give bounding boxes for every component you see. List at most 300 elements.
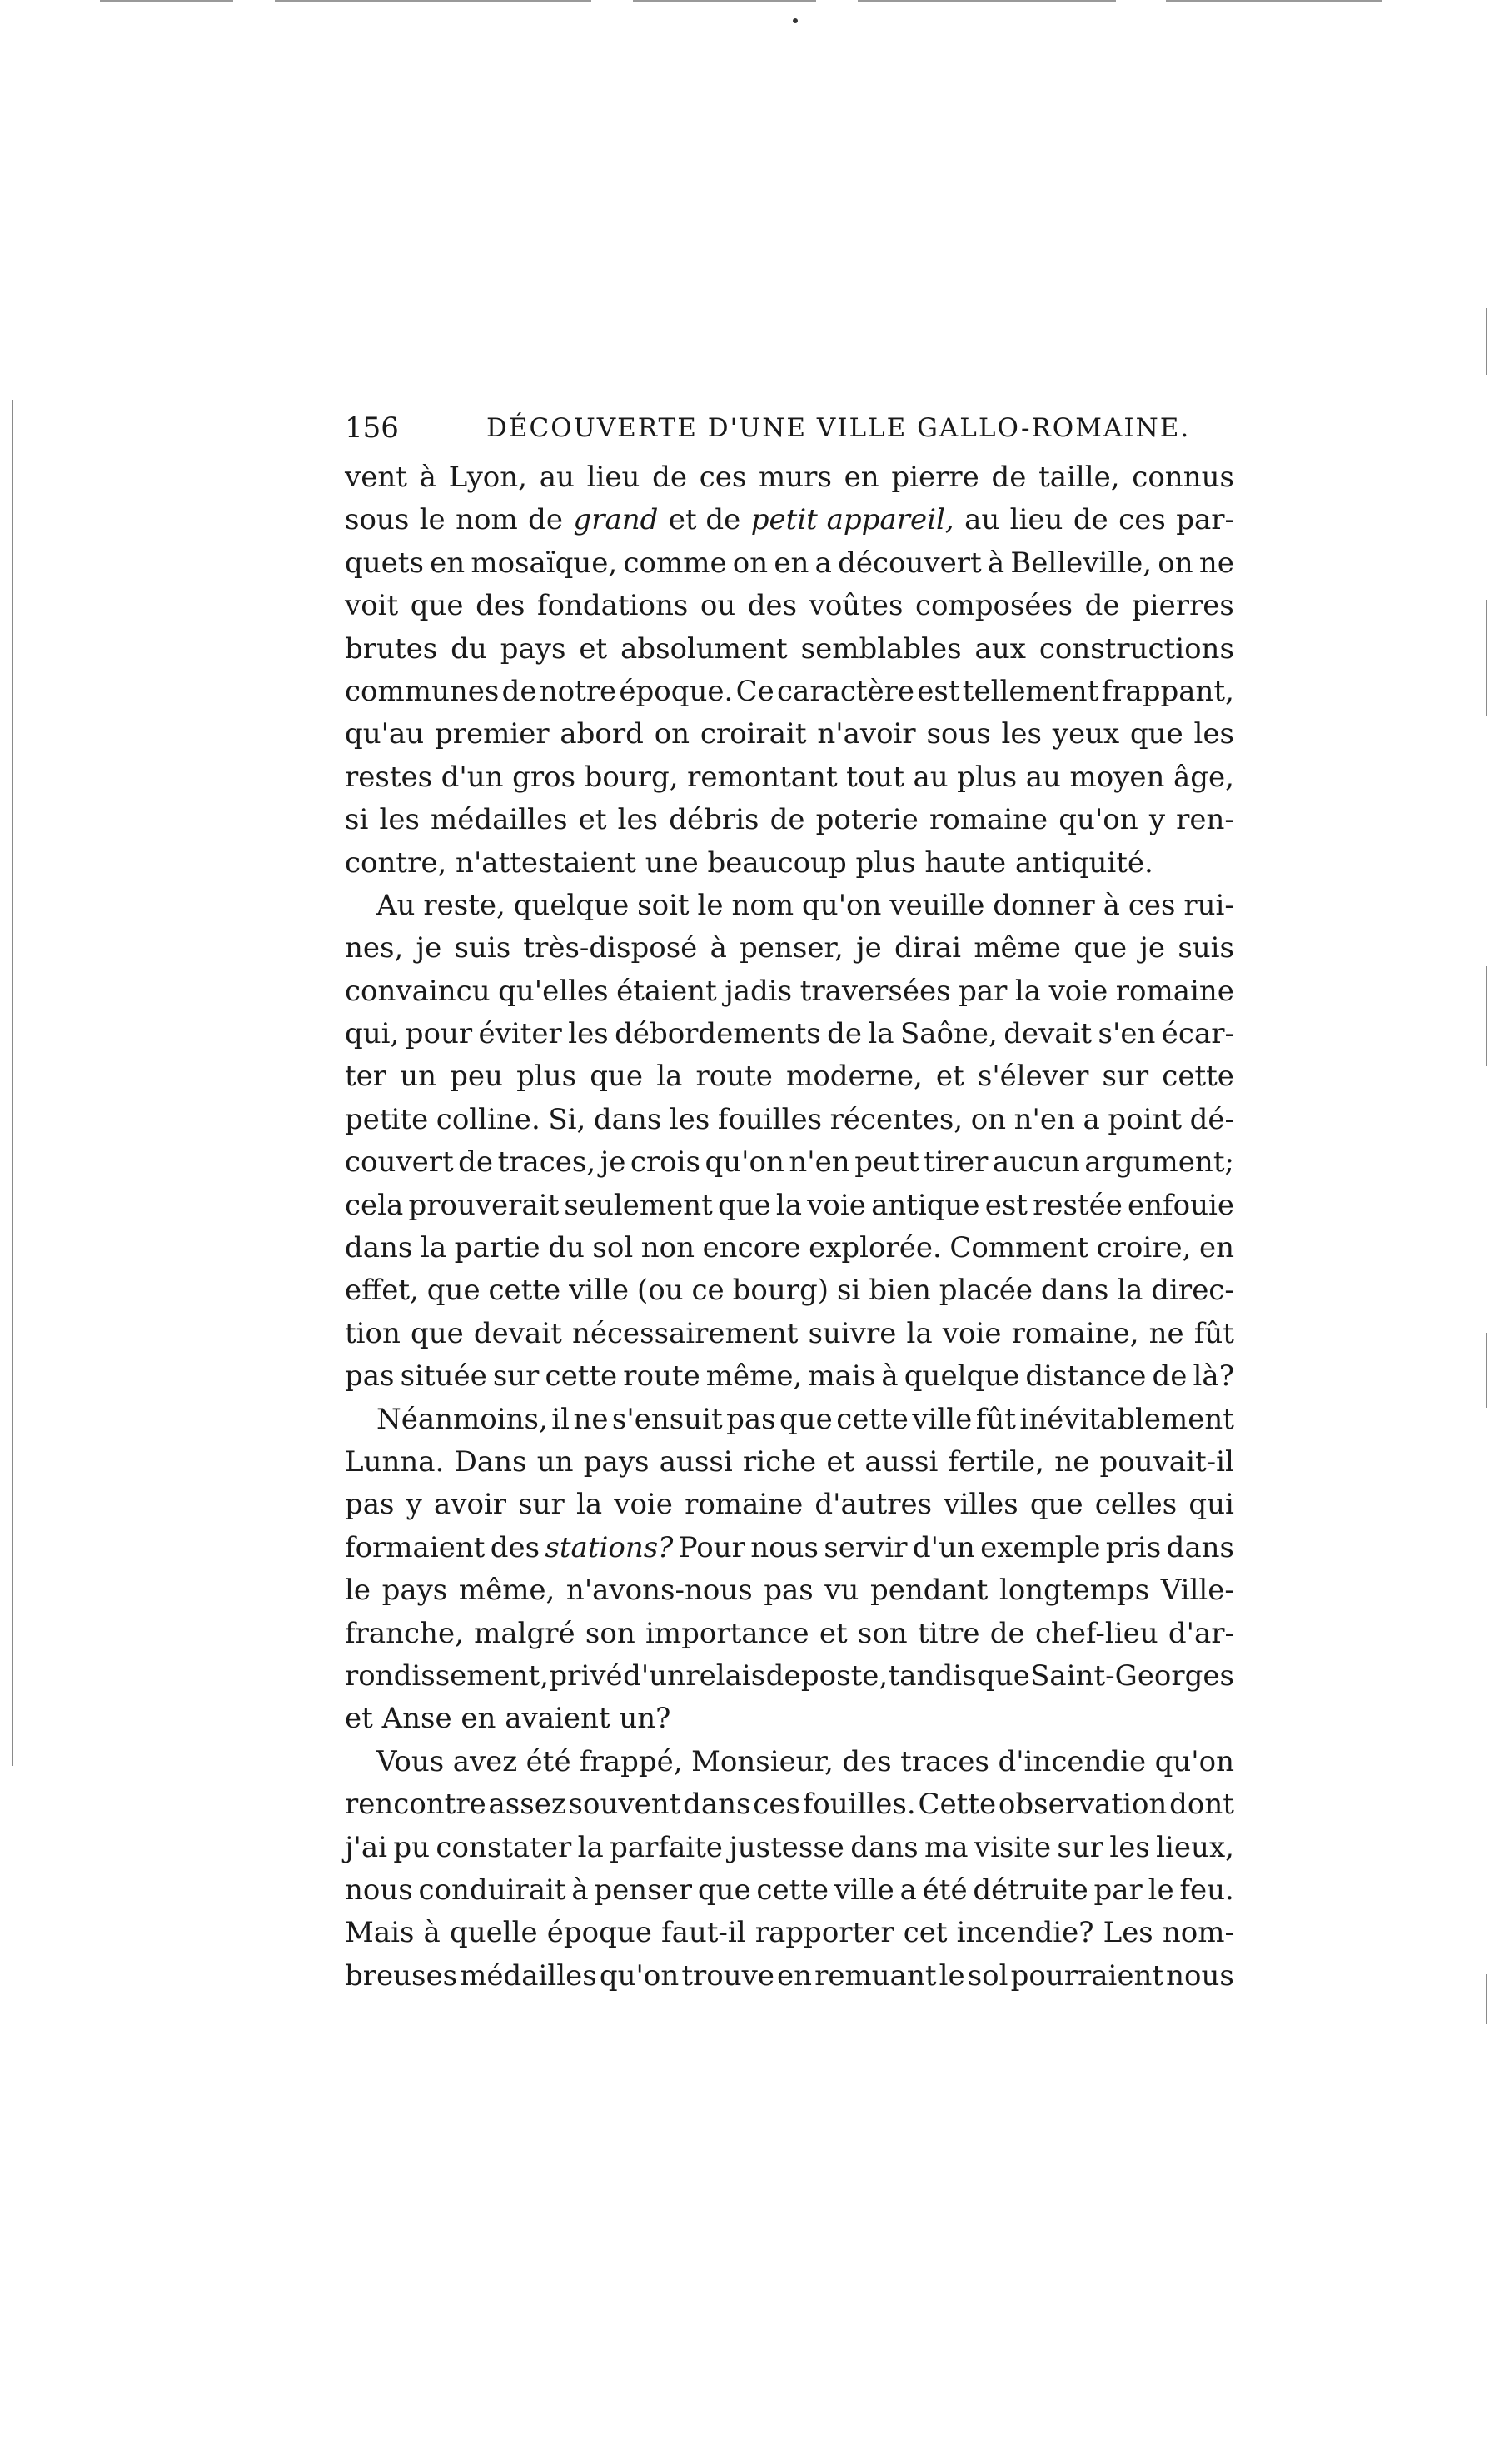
- word: ne: [1054, 1444, 1090, 1479]
- word: des: [842, 1744, 892, 1778]
- word: sol: [967, 1958, 1008, 1993]
- word: quelle: [449, 1916, 538, 1950]
- word: contre, n'attestaient une beaucoup plus haute antiquité.: [345, 845, 1153, 880]
- word: en: [844, 461, 879, 494]
- word: en: [774, 546, 809, 580]
- word: croire,: [1096, 1231, 1192, 1265]
- word: qu'on: [705, 1145, 784, 1180]
- word: ou: [700, 589, 736, 623]
- word: a: [814, 546, 832, 580]
- word: que: [590, 1060, 644, 1094]
- word: yeux: [1052, 717, 1120, 751]
- text-line: [345, 885, 1234, 927]
- word: nous: [1166, 1958, 1234, 1993]
- word: ne: [1148, 1316, 1184, 1350]
- word: moderne,: [786, 1060, 923, 1094]
- word: franche,: [345, 1616, 464, 1650]
- word: gros: [512, 760, 576, 794]
- word: argument;: [1084, 1145, 1234, 1180]
- text-line: [345, 799, 1234, 841]
- word: incendie?: [956, 1916, 1094, 1950]
- word: qu'au: [345, 717, 425, 751]
- word: et Anse en avaient un?: [345, 1702, 671, 1736]
- word: pas: [764, 1574, 814, 1608]
- word: ville: [569, 1274, 630, 1308]
- word: s'ensuit: [611, 1402, 723, 1436]
- word: époque.: [619, 674, 734, 708]
- running-title: DÉCOUVERTE D'UNE VILLE GALLO-ROMAINE.: [486, 413, 1191, 443]
- word: qu'on: [1154, 1744, 1234, 1778]
- word: ce: [691, 1274, 725, 1308]
- text-line: [345, 1269, 1234, 1312]
- word: de: [1152, 1359, 1188, 1394]
- word: inévitablement: [1019, 1402, 1234, 1436]
- word: brutes: [345, 631, 438, 666]
- word: devait: [1003, 1017, 1093, 1051]
- word: de: [528, 503, 564, 537]
- word: conduirait: [418, 1873, 566, 1907]
- word: absolument: [620, 631, 788, 666]
- word: pour: [405, 1017, 473, 1051]
- word: restes: [345, 760, 433, 794]
- word: traces: [900, 1744, 989, 1778]
- text-line: [345, 1355, 1234, 1398]
- word: penser: [594, 1873, 693, 1907]
- word: que: [410, 589, 464, 623]
- word: d'autres: [814, 1488, 933, 1522]
- word: ces: [1118, 503, 1166, 537]
- word: suis: [1178, 931, 1234, 965]
- word: traces,: [497, 1145, 596, 1180]
- word: par-: [1176, 503, 1234, 537]
- word: dans: [683, 1788, 751, 1822]
- word: la: [577, 1830, 604, 1864]
- text-line: [345, 927, 1234, 970]
- word: j'ai: [345, 1830, 388, 1864]
- word: prouverait: [408, 1188, 560, 1222]
- word: si: [836, 1274, 861, 1308]
- word: le: [345, 1574, 371, 1608]
- word: pays: [500, 631, 566, 666]
- word: la: [575, 1488, 603, 1522]
- word: d'un: [912, 1530, 975, 1564]
- scan-edge-left: [12, 400, 13, 1766]
- word: sur: [1057, 1830, 1104, 1864]
- word: explorée.: [809, 1231, 942, 1265]
- word: qui: [1188, 1488, 1234, 1522]
- word: route: [695, 1060, 773, 1094]
- word: il: [551, 1402, 570, 1436]
- word: plus: [957, 760, 1018, 794]
- word: jadis: [725, 974, 793, 1008]
- word: le: [697, 888, 724, 922]
- word: encore: [702, 1231, 801, 1265]
- word: trouve: [681, 1958, 774, 1993]
- word: titre: [917, 1616, 980, 1650]
- word: je: [600, 1145, 626, 1180]
- word: du: [451, 631, 487, 666]
- word: nom-: [1162, 1916, 1234, 1950]
- word: visite: [974, 1830, 1052, 1864]
- word: à: [419, 461, 436, 494]
- word: abord: [560, 717, 644, 751]
- word: n'avons-nous: [565, 1574, 753, 1608]
- word: pourraient: [1010, 1958, 1164, 1993]
- word: les: [379, 803, 420, 837]
- text-line: [345, 1869, 1234, 1912]
- word: parfaite: [610, 1830, 723, 1864]
- word: qui,: [345, 1017, 400, 1051]
- word: nes,: [345, 931, 404, 965]
- word: sur: [492, 1359, 540, 1394]
- word: cette: [836, 1402, 909, 1436]
- text-line: [345, 1055, 1234, 1098]
- word: antique: [871, 1188, 980, 1222]
- word: mosaïque,: [471, 546, 618, 580]
- word: remontant: [687, 760, 838, 794]
- word: été: [525, 1744, 571, 1778]
- word: avoir: [433, 1488, 507, 1522]
- text-line: [345, 585, 1234, 627]
- word: n'avoir: [817, 717, 916, 751]
- word: y: [406, 1488, 422, 1522]
- word: Ce: [735, 674, 774, 708]
- word: la: [775, 1188, 803, 1222]
- word: faut-il: [660, 1916, 746, 1950]
- word: étaient: [616, 974, 717, 1008]
- text-line: [345, 456, 1234, 499]
- word: caractère: [777, 674, 915, 708]
- word: cette: [545, 1359, 618, 1394]
- word: les: [1001, 717, 1042, 751]
- word: ne: [573, 1402, 609, 1436]
- word: si: [345, 803, 369, 837]
- word: reste,: [423, 888, 505, 922]
- word: récentes,: [829, 1102, 964, 1136]
- word: vent: [345, 461, 407, 494]
- word: longtemps: [999, 1574, 1150, 1608]
- word: pris: [1105, 1530, 1162, 1564]
- word: Pour: [678, 1530, 745, 1564]
- word: médailles: [431, 803, 568, 837]
- word: romaine: [685, 1488, 804, 1522]
- word: aussi: [864, 1444, 939, 1479]
- word: âge,: [1173, 760, 1234, 794]
- word: route: [623, 1359, 700, 1394]
- word: que: [1029, 1488, 1083, 1522]
- word: un: [400, 1060, 436, 1094]
- running-head: [345, 410, 1234, 446]
- word: stations?: [545, 1530, 674, 1564]
- text-line: [345, 1527, 1234, 1569]
- scan-top-rule: [0, 0, 1499, 5]
- text-line: [345, 756, 1234, 799]
- word: très-disposé: [523, 931, 698, 965]
- word: les: [1193, 717, 1234, 751]
- text-line: [345, 1783, 1234, 1826]
- word: là?: [1193, 1359, 1234, 1394]
- word: son: [585, 1616, 635, 1650]
- word: ne: [1198, 546, 1234, 580]
- word: de: [652, 461, 687, 494]
- word: convaincu: [345, 974, 491, 1008]
- word: que: [1129, 717, 1183, 751]
- word: frappant,: [1101, 674, 1234, 708]
- word: rapporter: [754, 1916, 894, 1950]
- word: que: [697, 1873, 751, 1907]
- word: n'en: [789, 1145, 850, 1180]
- word: cette: [1162, 1060, 1234, 1094]
- word: nom: [456, 503, 518, 537]
- word: au: [539, 461, 575, 494]
- word: qu'elles: [498, 974, 609, 1008]
- word: dans: [1166, 1530, 1234, 1564]
- word: Saône,: [899, 1017, 998, 1051]
- word: la: [656, 1060, 683, 1094]
- word: effet,: [345, 1274, 419, 1308]
- word: murs: [759, 461, 832, 494]
- word: taille,: [1038, 461, 1120, 494]
- text-line: [345, 1741, 1234, 1783]
- word: son: [857, 1616, 908, 1650]
- word: bourg,: [584, 760, 679, 794]
- word: moyen: [1069, 760, 1165, 794]
- word: de: [765, 1658, 801, 1693]
- word: que: [426, 1274, 481, 1308]
- word: fouilles.: [802, 1788, 916, 1822]
- word: comme: [623, 546, 727, 580]
- word: celles: [1094, 1488, 1178, 1522]
- word: petit appareil,: [750, 503, 954, 537]
- word: ville: [912, 1402, 973, 1436]
- text-line: [345, 1569, 1234, 1612]
- word: par: [1093, 1873, 1143, 1907]
- word: fondations: [536, 589, 689, 623]
- word: pas: [345, 1359, 395, 1394]
- word: ces: [699, 461, 747, 494]
- word: quets: [345, 546, 424, 580]
- word: médailles: [460, 1958, 597, 1993]
- word: romaine: [1115, 974, 1234, 1008]
- word: en: [1198, 1231, 1234, 1265]
- scan-edge-right: [1486, 966, 1487, 1066]
- word: sous: [926, 717, 991, 751]
- word: voit: [345, 589, 399, 623]
- word: Au: [376, 888, 416, 922]
- word: exemple: [980, 1530, 1101, 1564]
- word: petite: [345, 1102, 429, 1136]
- word: débris: [669, 803, 759, 837]
- word: point: [1108, 1102, 1183, 1136]
- word: par: [959, 974, 1008, 1008]
- word: au: [913, 760, 949, 794]
- word: (ou: [636, 1274, 684, 1308]
- word: à: [987, 546, 1005, 580]
- word: constater: [436, 1830, 572, 1864]
- word: sur: [1102, 1060, 1149, 1094]
- word: le: [939, 1958, 965, 1993]
- word: sur: [518, 1488, 565, 1522]
- text-line: [345, 842, 1234, 885]
- word: aucun: [992, 1145, 1080, 1180]
- word: pierre: [891, 461, 979, 494]
- word: quelque: [513, 888, 630, 922]
- scan-edge-right: [1486, 308, 1487, 375]
- word: dé-: [1189, 1102, 1234, 1136]
- text-line: [345, 1141, 1234, 1184]
- text-line: [345, 1484, 1234, 1526]
- word: nom: [731, 888, 794, 922]
- word: découvert: [838, 546, 982, 580]
- word: romaine: [929, 803, 1048, 837]
- word: éviter: [478, 1017, 562, 1051]
- word: composées: [914, 589, 1073, 623]
- word: un: [536, 1444, 574, 1479]
- text-line: [345, 1698, 1234, 1740]
- word: des: [490, 1530, 540, 1564]
- word: tellement: [962, 674, 1099, 708]
- text-line: [345, 1655, 1234, 1698]
- word: ville: [834, 1873, 894, 1907]
- word: et de: [668, 503, 741, 537]
- word: poterie: [815, 803, 919, 837]
- word: n'en: [1013, 1102, 1075, 1136]
- word: et: [579, 631, 608, 666]
- text-line: [345, 1955, 1234, 1998]
- word: à: [423, 1916, 441, 1950]
- word: rondissement,: [345, 1658, 550, 1693]
- word: ces: [1128, 888, 1176, 922]
- word: écar-: [1161, 1017, 1234, 1051]
- word: située: [400, 1359, 487, 1394]
- word: dans: [345, 1231, 413, 1265]
- word: ren-: [1176, 803, 1234, 837]
- word: avez: [452, 1744, 518, 1778]
- word: à: [881, 1359, 899, 1394]
- word: feu.: [1179, 1873, 1234, 1907]
- word: sol: [592, 1231, 634, 1265]
- word: notre: [539, 674, 617, 708]
- word: couvert: [345, 1145, 454, 1180]
- word: qu'on: [1058, 803, 1138, 837]
- text-line: [345, 1185, 1234, 1227]
- word: suivre: [808, 1316, 897, 1350]
- word: même,: [458, 1574, 555, 1608]
- word: devait: [473, 1316, 562, 1350]
- word: nous: [345, 1873, 413, 1907]
- word: des: [747, 589, 798, 623]
- word: colline.: [436, 1102, 540, 1136]
- word: des: [476, 589, 525, 623]
- word: même,: [705, 1359, 803, 1394]
- word: aussi: [659, 1444, 733, 1479]
- text-line: [345, 1313, 1234, 1355]
- word: s'en: [1098, 1017, 1156, 1051]
- word: de: [458, 1145, 494, 1180]
- word: pu: [393, 1830, 431, 1864]
- word: ma: [924, 1830, 969, 1864]
- word: y: [1148, 803, 1166, 837]
- word: donner: [993, 888, 1095, 922]
- word: qu'on: [802, 888, 882, 922]
- word: on: [732, 546, 769, 580]
- word: malgré: [474, 1616, 575, 1650]
- word: relais: [685, 1658, 766, 1693]
- word: on: [1158, 546, 1193, 580]
- word: que: [717, 1188, 771, 1222]
- word: la: [1117, 1274, 1143, 1308]
- word: remuant: [814, 1958, 937, 1993]
- word: en: [430, 546, 466, 580]
- word: observation: [998, 1788, 1168, 1822]
- word: soit: [637, 888, 690, 922]
- word: aux: [974, 631, 1026, 666]
- word: et: [826, 1444, 855, 1479]
- word: débordements: [615, 1017, 821, 1051]
- word: cela: [345, 1188, 404, 1222]
- text-line: [345, 1013, 1234, 1055]
- word: le: [1148, 1873, 1174, 1907]
- word: en: [777, 1958, 813, 1993]
- word: Les: [1103, 1916, 1153, 1950]
- word: peu: [450, 1060, 503, 1094]
- word: servir: [824, 1530, 908, 1564]
- word: Dans: [454, 1444, 527, 1479]
- word: crois: [630, 1145, 700, 1180]
- word: Belleville,: [1010, 546, 1153, 580]
- word: été: [922, 1873, 968, 1907]
- word: et: [578, 803, 607, 837]
- word: lieux,: [1156, 1830, 1234, 1864]
- word: voûtes: [809, 589, 904, 623]
- word: et: [935, 1060, 964, 1094]
- word: mais: [808, 1359, 876, 1394]
- word: Ville-: [1160, 1574, 1234, 1608]
- word: même: [974, 931, 1062, 965]
- word: pendant: [869, 1574, 989, 1608]
- word: fouilles: [717, 1102, 823, 1136]
- word: importance: [645, 1616, 809, 1650]
- word: peut: [854, 1145, 919, 1180]
- scan-edge-right: [1486, 1333, 1487, 1408]
- word: à: [571, 1873, 589, 1907]
- word: cette: [488, 1274, 561, 1308]
- text-line: [345, 499, 1234, 541]
- word: a: [1083, 1102, 1100, 1136]
- word: d'ar-: [1168, 1616, 1234, 1650]
- scan-edge-right: [1486, 1974, 1487, 2024]
- word: dans: [1040, 1274, 1109, 1308]
- word: connus: [1132, 461, 1234, 494]
- word: voie: [942, 1316, 1002, 1350]
- word: Monsieur,: [691, 1744, 834, 1778]
- word: ter: [345, 1060, 387, 1094]
- word: riche: [742, 1444, 817, 1479]
- body-text: [345, 456, 1234, 1998]
- word: au: [964, 503, 1000, 537]
- word: Saint-Georges: [1030, 1658, 1234, 1693]
- word: que: [1073, 931, 1128, 965]
- word: lieu: [586, 461, 640, 494]
- word: tandis: [888, 1658, 977, 1693]
- word: les: [617, 803, 659, 837]
- text-line: [345, 542, 1234, 585]
- word: communes: [345, 674, 500, 708]
- word: pays: [381, 1574, 448, 1608]
- text-line: [345, 1441, 1234, 1484]
- word: nécessairement: [571, 1316, 799, 1350]
- word: frappé,: [580, 1744, 683, 1778]
